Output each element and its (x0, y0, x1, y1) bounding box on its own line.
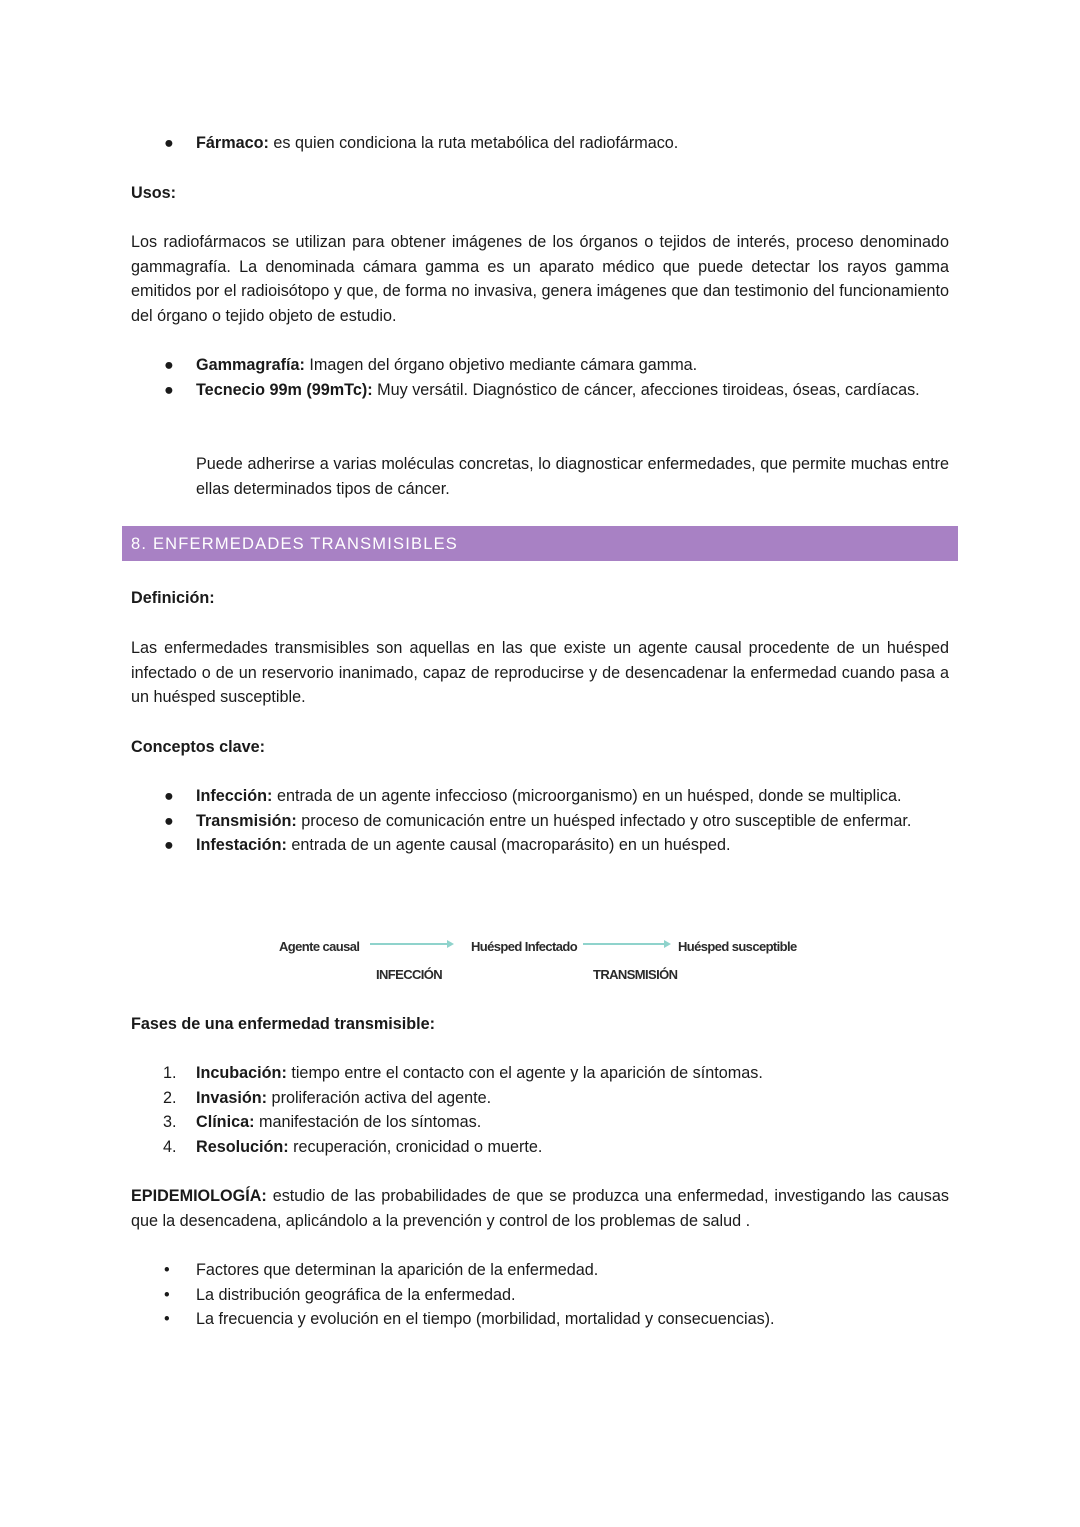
list-item (131, 1110, 949, 1135)
list-item (131, 784, 949, 809)
definition: estudio de las probabilidades de que se produzca una enfermedad, investigando las causas que la desencadena, aplicándolo a la prevención y control de los problemas de salud . (131, 1187, 949, 1230)
item-number: 4. (163, 1137, 177, 1156)
list-item (131, 1135, 949, 1160)
definition: recuperación, cronicidad o muerte. (288, 1137, 543, 1156)
arrow-icon (583, 943, 669, 945)
conceptos-heading: Conceptos clave: (131, 738, 266, 756)
bullet-icon: ● (164, 356, 174, 374)
bullet-icon: ● (164, 836, 174, 854)
usos-heading: Usos: (131, 184, 176, 202)
node-huesped-susceptible: Huésped susceptible (678, 939, 797, 954)
epidemiologia-list (131, 1258, 949, 1332)
term: Infección: (196, 787, 273, 805)
list-item (131, 378, 949, 403)
item-number: 2. (163, 1088, 177, 1107)
usos-note: Puede adherirse a varias moléculas concretas, lo diagnosticar enfermedades, que permite muchas entre ellas determinados tipos de cáncer. (196, 455, 949, 498)
definicion-heading: Definición: (131, 589, 215, 607)
fases-heading: Fases de una enfermedad transmisible: (131, 1015, 436, 1033)
list-item (131, 1283, 949, 1308)
bullet-icon: ● (164, 380, 174, 399)
bullet-icon: ● (164, 134, 174, 152)
usos-list (131, 353, 949, 402)
definition: manifestación de los síntomas. (254, 1113, 482, 1131)
transmission-diagram (276, 930, 806, 985)
bullet-icon: • (164, 1310, 170, 1328)
list-item (131, 1086, 949, 1111)
definition: entrada de un agente causal (macroparásito) en un huésped. (286, 836, 731, 854)
term: Incubación: (196, 1064, 287, 1082)
list-item (131, 809, 949, 834)
term: EPIDEMIOLOGÍA: (131, 1187, 267, 1205)
list-item (131, 1061, 949, 1086)
node-huesped-infectado: Huésped Infectado (471, 939, 578, 954)
definition: Muy versátil. Diagnóstico de cáncer, afecciones tiroideas, óseas, cardíacas. (372, 380, 920, 399)
definition: entrada de un agente infeccioso (microorganismo) en un huésped, donde se multiplica. (272, 787, 902, 805)
item-text: La frecuencia y evolución en el tiempo (morbilidad, mortalidad y consecuencias). (196, 1310, 775, 1328)
term: Gammagrafía: (196, 356, 305, 374)
definition: proceso de comunicación entre un huésped infectado y otro susceptible de enfermar. (296, 811, 912, 830)
bullet-icon: • (164, 1285, 170, 1304)
label-infeccion: INFECCIÓN (376, 967, 443, 982)
definition: Imagen del órgano objetivo mediante cámara gamma. (304, 356, 698, 374)
definition: tiempo entre el contacto con el agente y la aparición de síntomas. (286, 1064, 763, 1082)
term: Transmisión: (196, 811, 297, 830)
item-number: 1. (163, 1064, 177, 1082)
conceptos-list (131, 784, 949, 858)
bullet-icon: • (164, 1261, 170, 1279)
list-item (131, 353, 949, 378)
term: Tecnecio 99m (99mTc): (196, 380, 373, 399)
list-item (131, 1307, 949, 1332)
list-item (131, 131, 949, 156)
definition: es quien condiciona la ruta metabólica del radiofármaco. (268, 134, 679, 152)
term: Resolución: (196, 1137, 289, 1156)
term: Infestación: (196, 836, 287, 854)
definition: proliferación activa del agente. (267, 1088, 492, 1107)
list-item (131, 833, 949, 858)
usos-paragraph: Los radiofármacos se utilizan para obtener imágenes de los órganos o tejidos de interés, proceso denominado gammagrafía. La denominada cámara gamma es un aparato médico que puede detectar los rayos gamma emitidos por el radioisótopo y que, de forma no invasiva, genera imágenes que dan testimonio del funcionamiento del órgano o tejido objeto de estudio. (131, 233, 949, 325)
definicion-paragraph: Las enfermedades transmisibles son aquellas en las que existe un agente causal procedente de un huésped infectado o de un reservorio inanimado, capaz de reproducirse y de desencadenar la enfermedad cuando pasa a un huésped susceptible. (131, 639, 949, 706)
term: Clínica: (196, 1113, 255, 1131)
section-header: 8. ENFERMEDADES TRANSMISIBLES (122, 526, 958, 561)
item-text: Factores que determinan la aparición de la enfermedad. (196, 1261, 599, 1279)
arrow-icon (370, 943, 452, 945)
farmaco-list (131, 131, 949, 156)
bullet-icon: ● (164, 787, 174, 805)
item-text: La distribución geográfica de la enfermedad. (196, 1285, 516, 1304)
term: Fármaco: (196, 134, 269, 152)
epidemiologia-paragraph (131, 1184, 949, 1233)
item-number: 3. (163, 1113, 177, 1131)
fases-list (131, 1061, 949, 1159)
label-transmision: TRANSMISIÓN (593, 967, 678, 982)
node-agente-causal: Agente causal (279, 939, 360, 954)
term: Invasión: (196, 1088, 268, 1107)
bullet-icon: ● (164, 811, 174, 830)
list-item (131, 1258, 949, 1283)
